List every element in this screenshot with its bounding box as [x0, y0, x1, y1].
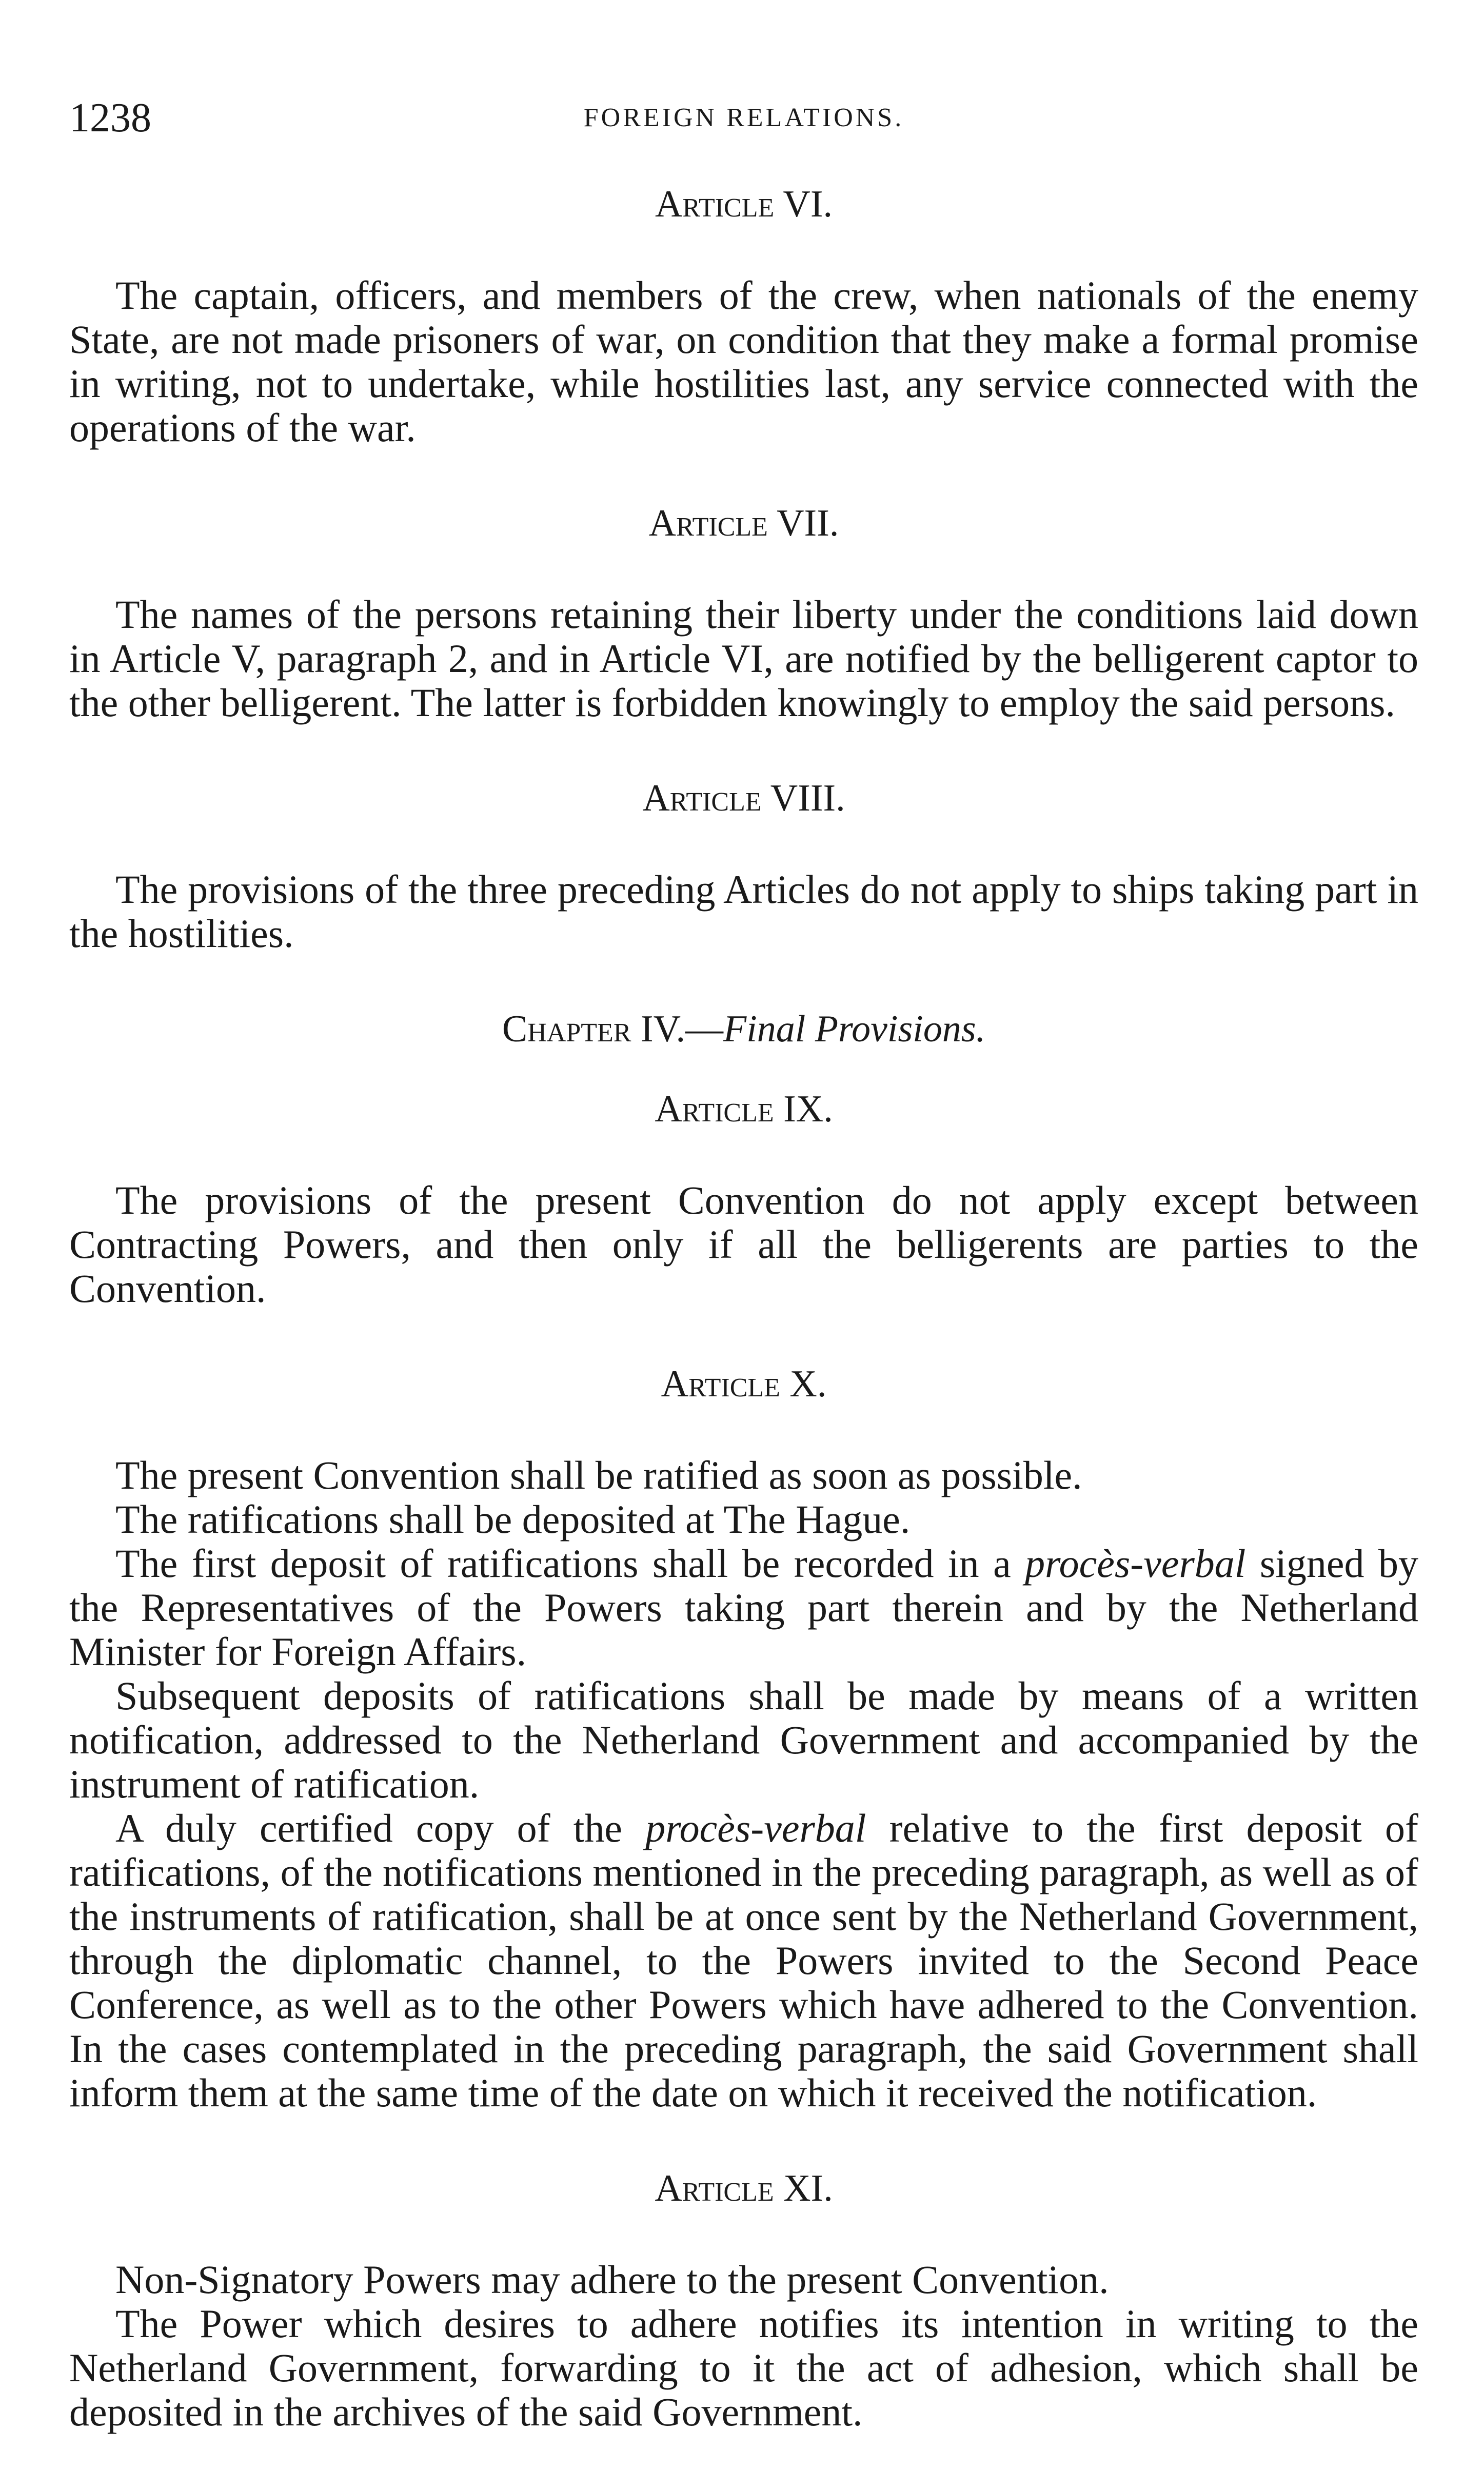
- article-9: [69, 1087, 1418, 1311]
- article-11-paragraph-2: The Power which desires to adhere notifies its intention in writing to the Netherland Government, forwarding to it the act of adhesion, which shall be deposited in the archives of the said Government.: [69, 2301, 1418, 2434]
- article-10-paragraph-5-text-a: A duly certified copy of the: [115, 1806, 646, 1850]
- chapter-4-label: Chapter IV.: [502, 1008, 685, 1050]
- article-10-paragraph-1: The present Convention shall be ratified as soon as possible.: [115, 1453, 1082, 1497]
- article-6-paragraph: The captain, officers, and members of the crew, when nationals of the enemy State, are not made prisoners of war, on condition that they make a formal promise in writing, not to undertake, while hostilities last, any service connected with the operations of the war.: [69, 273, 1418, 450]
- article-10-paragraph-2: The ratifications shall be deposited at The Hague.: [115, 1497, 911, 1542]
- article-9-heading: Article IX.: [655, 1088, 833, 1130]
- document-body: [69, 182, 1418, 2434]
- article-11-paragraph-1: Non-Signatory Powers may adhere to the present Convention.: [115, 2257, 1109, 2302]
- article-10-paragraph-5-proces-verbal: procès-verbal: [645, 1806, 866, 1850]
- article-9-paragraph: The provisions of the present Convention do not apply except between Contracting Powers, and then only if all the belligerents are parties to the Convention.: [69, 1178, 1418, 1311]
- article-11: [69, 2166, 1418, 2434]
- page-header: [69, 95, 1418, 141]
- chapter-4-title: Final Provisions.: [723, 1008, 986, 1050]
- article-6: [69, 182, 1418, 450]
- article-10-paragraph-4: Subsequent deposits of ratifications shall be made by means of a written notification, addressed to the Netherland Government and accompanied by the instrument of ratification.: [69, 1673, 1418, 1806]
- article-7: [69, 501, 1418, 725]
- article-6-heading: Article VI.: [655, 183, 833, 225]
- article-10: [69, 1362, 1418, 2115]
- article-10-paragraph-5: [69, 1806, 1418, 2115]
- article-10-paragraph-3-text-b: signed by the Representatives of the Powers taking part therein and by the Netherland Minister for Foreign Affairs.: [69, 1541, 1418, 1674]
- article-11-heading: Article XI.: [655, 2167, 833, 2209]
- article-7-paragraph: The names of the persons retaining their liberty under the conditions laid down in Article V, paragraph 2, and in Article VI, are notified by the belligerent captor to the other belligerent. The latter is forbidden knowingly to employ the said persons.: [69, 592, 1418, 725]
- article-8-paragraph: The provisions of the three preceding Articles do not apply to ships taking part in the hostilities.: [69, 867, 1418, 956]
- running-head: FOREIGN RELATIONS.: [583, 103, 904, 132]
- article-10-paragraph-5-text-b: relative to the first deposit of ratifications, of the notifications mentioned in the preceding paragraph, as well as of the instruments of ratification, shall be at once sent by the Netherland Government, through the diplomatic channel, to the Powers invited to the Second Peace Conference, as well as to the other Powers which have adhered to the Convention. In the cases contemplated in the preceding paragraph, the said Government shall inform them at the same time of the date on which it received the notification.: [69, 1806, 1419, 2115]
- chapter-4-heading: [69, 1007, 1418, 1051]
- article-8: [69, 776, 1418, 956]
- article-7-heading: Article VII.: [648, 502, 839, 544]
- article-10-heading: Article X.: [661, 1363, 827, 1405]
- article-10-paragraph-3: [69, 1542, 1418, 1674]
- article-10-paragraph-3-text-a: The first deposit of ratifications shall be recorded in a: [115, 1541, 1025, 1586]
- page-number: 1238: [69, 95, 151, 141]
- article-8-heading: Article VIII.: [642, 777, 845, 819]
- chapter-4-dash: —: [685, 1008, 723, 1050]
- article-10-paragraph-3-proces-verbal: procès-verbal: [1025, 1541, 1246, 1586]
